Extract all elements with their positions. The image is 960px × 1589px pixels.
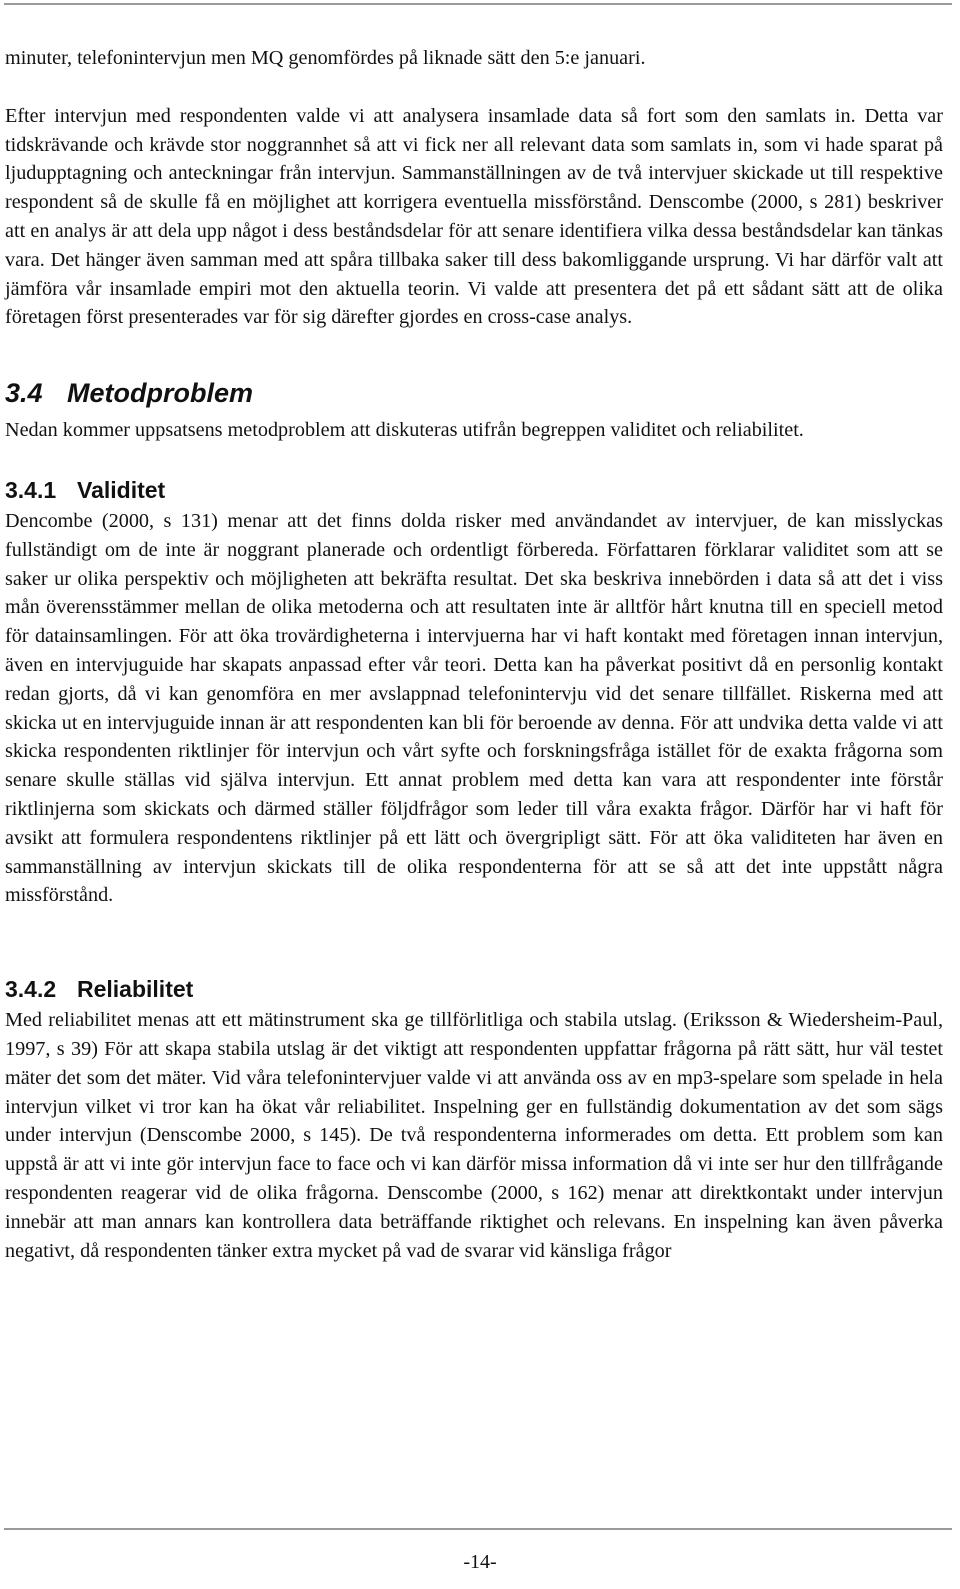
subsection-number: 3.4.2 [5, 976, 57, 1003]
paragraph-validitet: Dencombe (2000, s 131) menar att det finns dolda risker med användandet av intervjuer, de kan misslyckas fullständigt om de inte är noggrant planerade och ordentligt förbereda. Författaren förklarar validitet som att se saker ur olika perspektiv och möjligheten att bekräfta resultat. Det ska beskriva innebörden i data så att det i viss mån överensstämmer mellan de olika metoderna och att resultaten inte är alltför hårt knutna till en speciell metod för datainsamlingen. För att öka trovärdigheterna i intervjuerna har vi haft kontakt med företagen innan intervjun, även en intervjuguide har skapats anpassad efter vår teori. Detta kan ha påverkat positivt då en personlig kontakt redan gjorts, då vi kan genomföra en mer avslappnad telefonintervju vid det senare tillfället. Riskerna med att skicka ut en intervjuguide innan är att respondenten kan bli för beroende av denna. För att undvika detta valde vi att skicka respondenten riktlinjer för intervjun och vårt syfte och forskningsfråga istället för de exakta frågorna som senare skulle ställas vid själva intervjun. Ett annat problem med detta kan vara att respondenter inte förstår riktlinjerna som skickats och därmed ställer följdfrågor som leder till våra exakta frågor. Därför har vi haft för avsikt att formulera respondentens riktlinjer på ett lätt och övergripligt sätt. För att öka validiteten har även en sammanställning av intervjun skickats till de olika respondenterna för att se så att det inte uppstått några missförstånd. [5, 509, 943, 907]
subsection-title: Reliabilitet [77, 976, 194, 1003]
subsection-heading-reliabilitet [5, 974, 943, 1004]
section-title: Metodproblem [67, 378, 253, 409]
paragraph-metodproblem-intro: Nedan kommer uppsatsens metodproblem att diskuteras utifrån begreppen validitet och reliabilitet. [5, 419, 804, 442]
section-number: 3.4 [5, 378, 43, 409]
paragraph-reliabilitet: Med reliabilitet menas att ett mätinstrument ska ge tillförlitliga och stabila utslag. (Eriksson & Wiedersheim-Paul, 1997, s 39) För att skapa stabila utslag är det viktigt att respondenten uppfattar frågorna på rätt sätt, hur väl testet mäter det som det mäter. Vid våra telefonintervjuer valde vi att använda oss av en mp3-spelare som spelade in hela intervjun vilket vi tror kan ha ökat vår reliabilitet. Inspelning ger en fullständig dokumentation av det som sägs under intervjun (Denscombe 2000, s 145). De två respondenterna informerades om detta. Ett problem som kan uppstå är att vi inte gör intervjun face to face och vi kan därför missa information då vi inte ser hur den tillfrågande respondenten reagerar vid de olika frågorna. Denscombe (2000, s 162) menar att direktkontakt under intervjun innebär att man annars kan kontrollera data beträffande riktighet och relevans. En inspelning kan även påverka negativt, då respondenten tänker extra mycket på vad de svarar vid känsliga frågor [5, 1009, 943, 1262]
subsection-number: 3.4.1 [5, 476, 57, 503]
page-number: -14- [463, 1551, 497, 1573]
subsection-title: Validitet [77, 476, 166, 503]
section-heading-metodproblem [5, 376, 943, 410]
header-rule [4, 3, 952, 5]
paragraph-analysis: Efter intervjun med respondenten valde vi att analysera insamlade data så fort som den samlats in. Detta var tidskrävande och krävde stor noggrannhet så att vi fick ner all relevant data som samlats in, som vi hade sparat på ljudupptagning och anteckningar från intervjun. Sammanställningen av de två intervjuer skickade ut till respektive respondent så de skulle få en möjlighet att korrigera eventuella missförstånd. Denscombe (2000, s 281) beskriver att en analys är att dela upp något i dess beståndsdelar för att senare identifiera vilka dessa beståndsdelar kan tänkas vara. Det hänger även samman med att spåra tillbaka saker till dess bakomliggande ursprung. Vi har därför valt att jämföra vår insamlade empiri mot den aktuella teorin. Vi valde att presentera det på ett sådant sätt att de olika företagen först presenterades var för sig därefter gjordes en cross-case analys. [5, 104, 943, 329]
paragraph-continuation: minuter, telefonintervjun men MQ genomfördes på liknade sätt den 5:e januari. [5, 47, 646, 69]
subsection-heading-validitet [5, 475, 943, 505]
footer-rule [4, 1528, 952, 1530]
document-body [5, 44, 943, 1265]
